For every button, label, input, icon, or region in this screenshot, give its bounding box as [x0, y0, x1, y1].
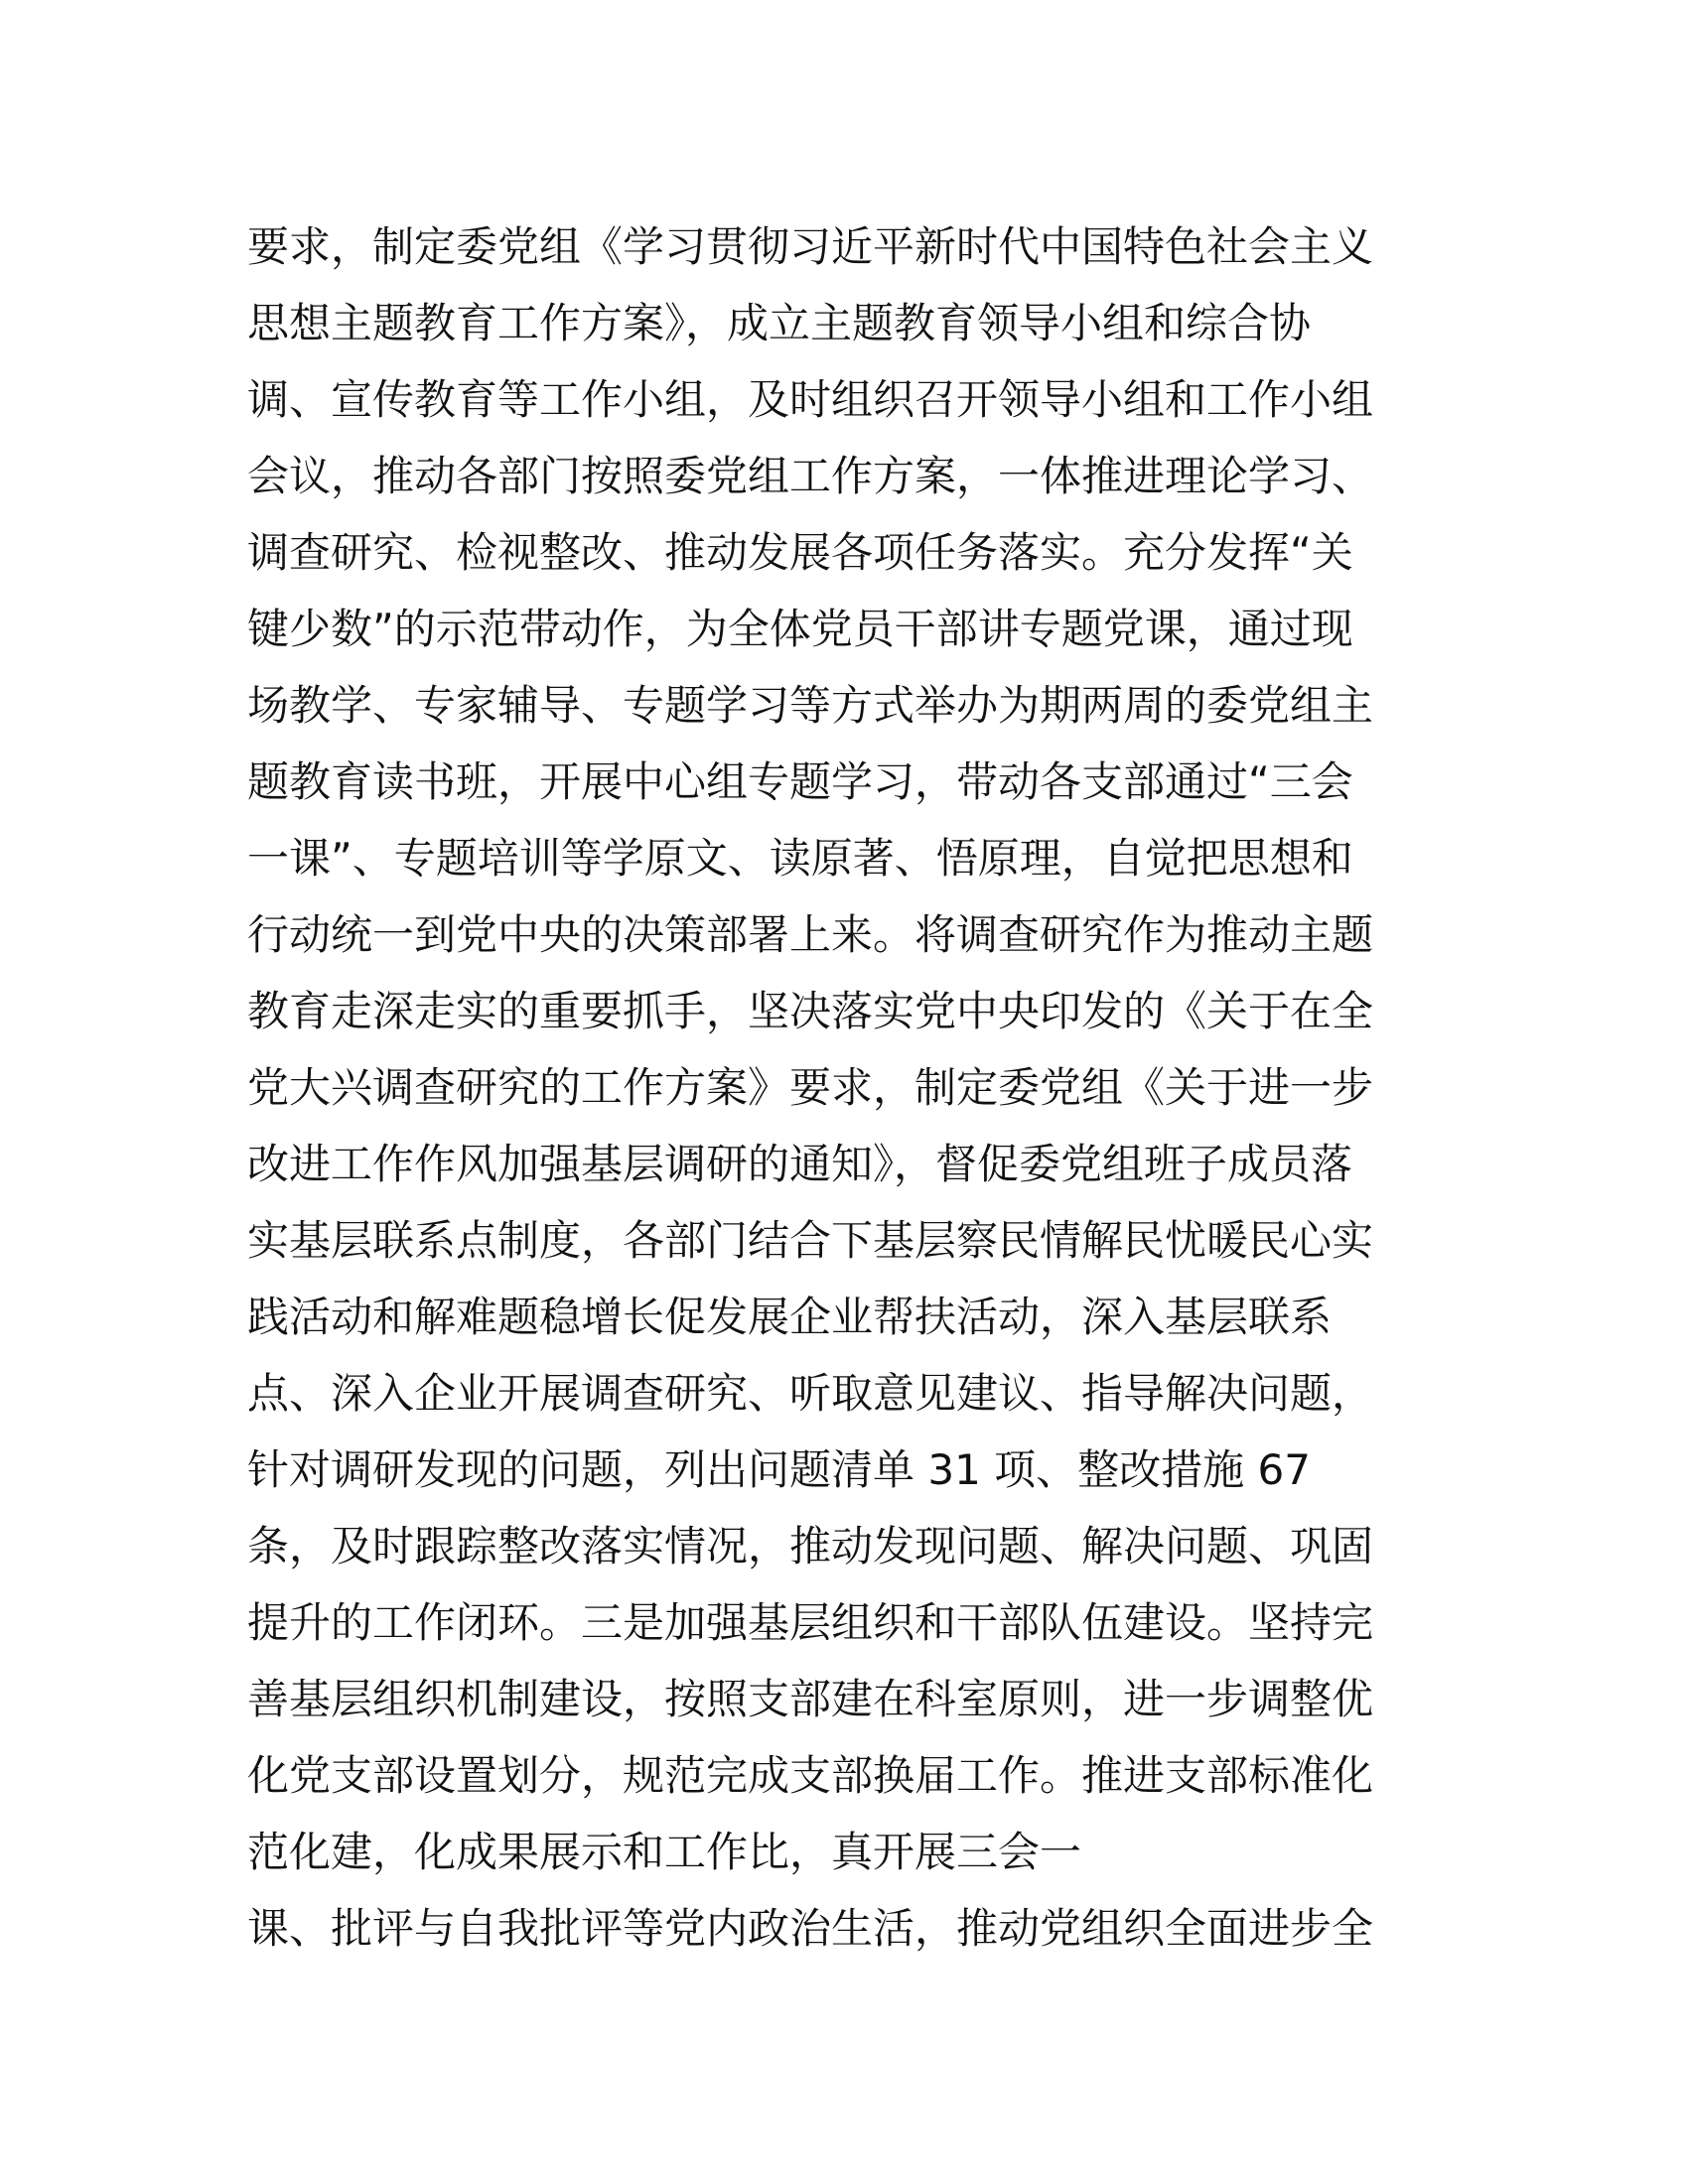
text-line: 思想主题教育工作方案》，成立主题教育领导小组和综合协: [247, 299, 1312, 347]
text-line: 实基层联系点制度，各部门结合下基层察民情解民忧暖民心实: [247, 1216, 1374, 1265]
text-line: 践活动和解难题稳增长促发展企业帮扶活动，深入基层联系: [247, 1293, 1333, 1341]
text-line: 场教学、专家辅导、专题学习等方式举办为期两周的委党组主: [247, 681, 1374, 730]
text-line: 党大兴调查研究的工作方案》要求，制定委党组《关于进一步: [247, 1063, 1374, 1112]
text-line: 键少数”的示范带动作，为全体党员干部讲专题党课，通过现: [247, 605, 1353, 653]
text-line: 行动统一到党中央的决策部署上来。将调查研究作为推动主题: [247, 910, 1374, 959]
body-text: [247, 208, 1459, 1967]
text-line: 教育走深走实的重要抓手，坚决落实党中央印发的《关于在全: [247, 987, 1374, 1035]
text-line: 课、批评与自我批评等党内政治生活，推动党组织全面进步全: [247, 1904, 1374, 1953]
text-line: 针对调研发现的问题，列出问题清单 31 项、整改措施 67: [247, 1445, 1311, 1494]
text-line: 一课”、专题培训等学原文、读原著、悟原理，自觉把思想和: [247, 834, 1353, 883]
text-line: 要求，制定委党组《学习贯彻习近平新时代中国特色社会主义: [247, 222, 1374, 271]
text-line: 化党支部设置划分，规范完成支部换届工作。推进支部标准化: [247, 1751, 1374, 1800]
text-line: 善基层组织机制建设，按照支部建在科室原则，进一步调整优: [247, 1675, 1374, 1723]
text-line: 调、宣传教育等工作小组，及时组织召开领导小组和工作小组: [247, 375, 1374, 424]
text-line: 改进工作作风加强基层调研的通知》，督促委党组班子成员落: [247, 1140, 1353, 1188]
text-line: 会议，推动各部门按照委党组工作方案，一体推进理论学习、: [247, 452, 1374, 500]
text-line: 调查研究、检视整改、推动发展各项任务落实。充分发挥“关: [247, 528, 1353, 577]
text-line: 条，及时跟踪整改落实情况，推动发现问题、解决问题、巩固: [247, 1522, 1374, 1570]
text-line: 点、深入企业开展调查研究、听取意见建议、指导解决问题，: [247, 1369, 1374, 1418]
text-line: 范化建，化成果展示和工作比，真开展三会一: [247, 1828, 1082, 1876]
text-line: 提升的工作闭环。三是加强基层组织和干部队伍建设。坚持完: [247, 1598, 1374, 1647]
text-line: 题教育读书班，开展中心组专题学习，带动各支部通过“三会: [247, 757, 1353, 806]
